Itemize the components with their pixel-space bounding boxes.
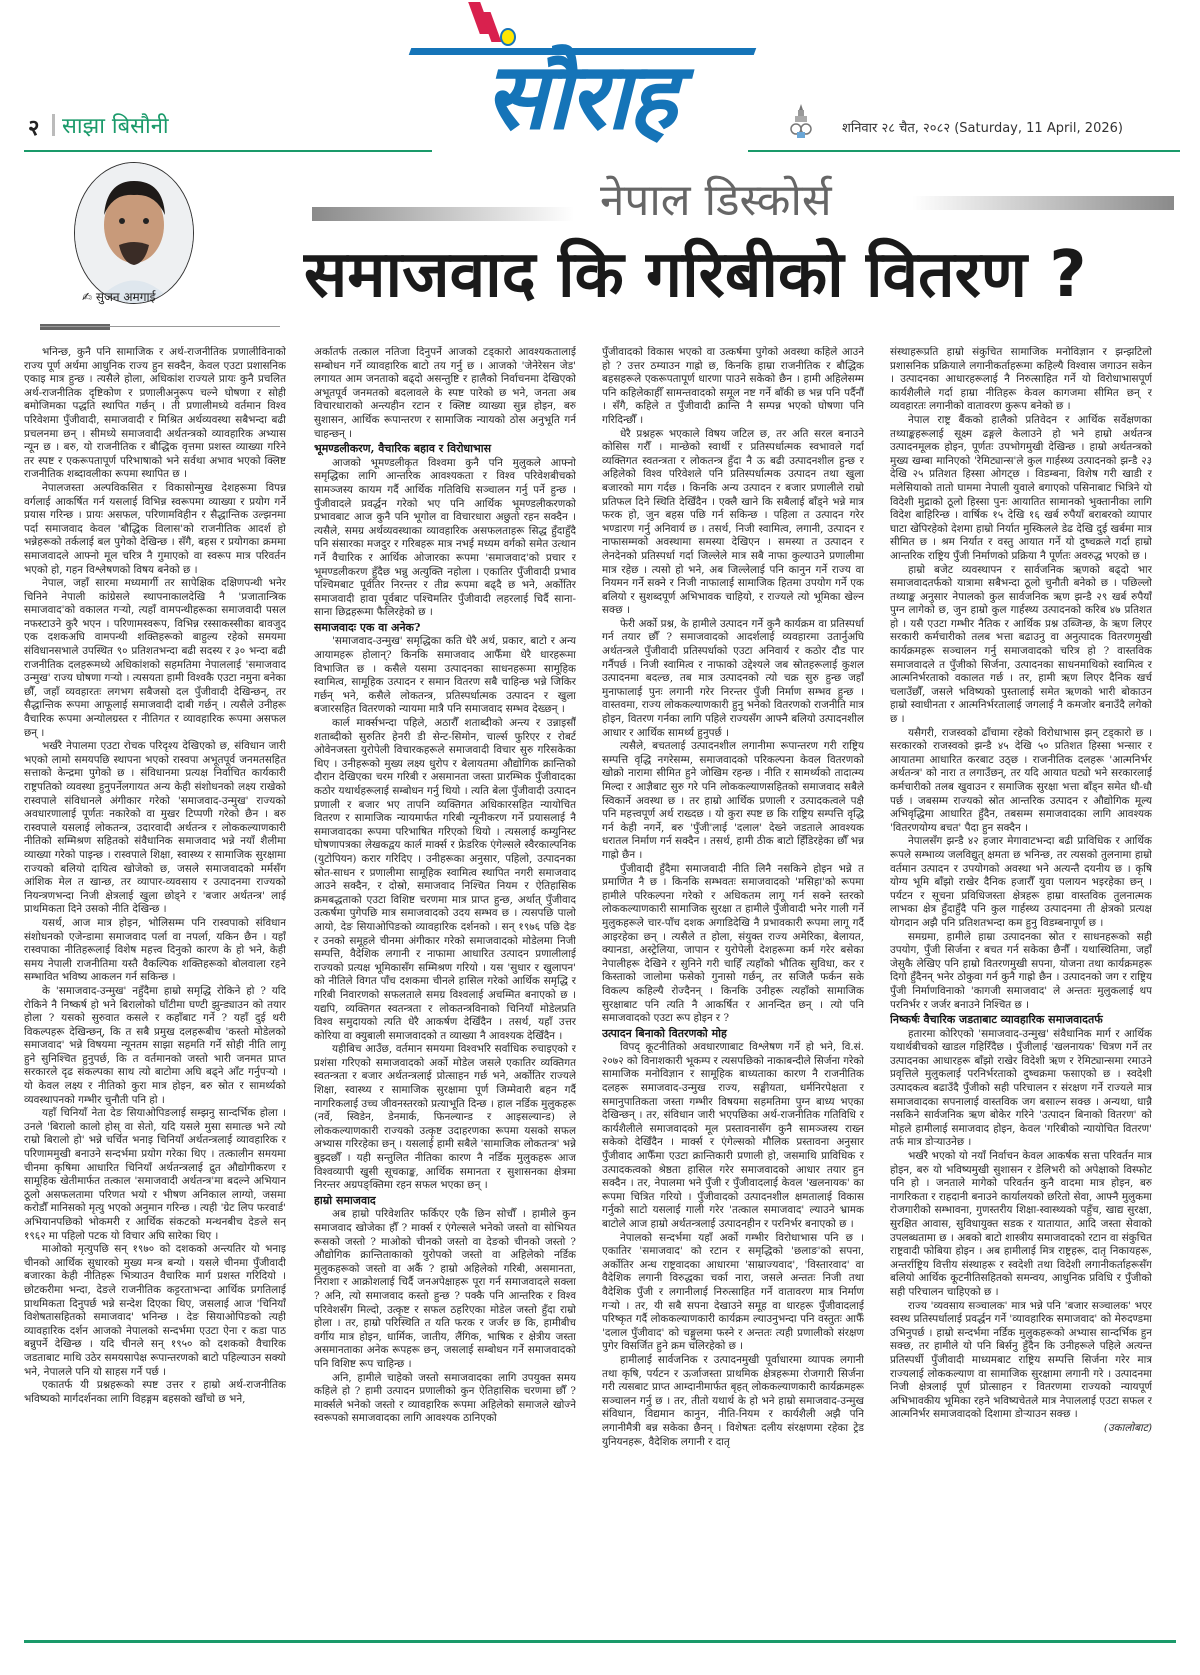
- footer-rule: [24, 1640, 1176, 1643]
- article-paragraph: भनिन्छ, कुनै पनि सामाजिक र अर्थ-राजनीतिक प्रणालीविनाको राज्य पूर्ण अर्थमा आधुनिक राज्य हुन सक्दैन, केवल एउटा प्रशासनिक एकाइ मात्र हुन्छ । त्यसैले होला, अधिकांश राज्यले प्रायः कुनै प्रचलित अर्थ-राजनीतिक दृष्टिकोण र प्रणालीअनुरूप चल्ने घोषणा र सोही बमोजिमका पद्धति स्थापित गर्छन् । ती प्रणालीमध्ये वर्तमान विश्व परिवेशमा पुँजीवादी, समाजवादी र मिश्रित अर्थव्यवस्था सबैभन्दा बढी प्रचलनमा छन् । सीमध्ये समाजवादी अर्थतन्त्रको व्यावहारिक अभ्यास न्यून छ । बरु, यो राजनीतिक र बौद्धिक वृत्तमा प्रशस्त व्याख्या गरिने तर स्पष्ट र एकरूपतापूर्ण परिभाषाको भने सर्वथा अभाव भएको क्लिष्ट राजनीतिक शब्दावलीका रूपमा स्थापित छ ।: [24, 346, 286, 481]
- article-paragraph: यसैगरी, राजस्वको ढाँचामा रहेको विरोधाभास झन् टड्कारो छ । सरकारको राजस्वको झन्डै ४५ देखि ५० प्रतिशत हिस्सा भन्सार र आयातमा आधारित करबाट उठ्छ । राजनीतिक दलहरू 'आत्मनिर्भर अर्थतन्त्र' को नारा त लगाउँछन्, तर यदि आयात घट्यो भने सरकारलाई कर्मचारीको तलब खुवाउन र समाजिक सुरक्षा भत्ता बाँड्न समेत धौ-धौ पर्छ । जबसम्म राज्यको स्रोत आन्तरिक उत्पादन र औद्योगिक मूल्य अभिवृद्धिमा आधारित हुँदैन, तबसम्म समाजवादका लागि आवश्यक 'वितरणयोग्य बचत' पैदा हुन सक्दैन ।: [890, 726, 1152, 834]
- article-paragraph: पुँजीवादको विकास भएको वा उत्कर्षमा पुगेको अवस्था कहिले आउने हो ? उत्तर ठम्याउन गाह्रो छ, किनकि हाम्रा राजनीतिक र बौद्धिक बहसहरूले एकरूपतापूर्ण धारणा पाउने सकेको छैन । हामी अहिलेसम्म पनि कहिलेकाहीँ सामन्तवादको समूल नष्ट गर्ने बाँकी छ भन्न पनि पर्दैनौँ । सँगै, कहिले त पुँजीवादी क्रान्ति नै सम्पन्न भएको घोषणा पनि गरिदिन्छौँ ।: [602, 346, 864, 426]
- kicker-gradient-bar: [312, 207, 574, 221]
- article-paragraph: अनि, हामीले चाहेको जस्तो समाजवादका लागि उपयुक्त समय कहिले हो ? हामी उत्पादन प्रणालीको कुन ऐतिहासिक चरणमा छौँ ? मार्क्सले भनेको जस्तो र व्यावहारिक रूपमा अहिलेको समाजले खोज्ने स्वरूपको समाजवादका लागि आवश्यक ठानिएको: [314, 1371, 576, 1425]
- article-paragraph: एकातर्फ यी प्रश्नहरूको स्पष्ट उत्तर र हाम्रो अर्थ-राजनीतिक भविष्यको मार्गदर्शनका लागि विहङ्गम बहसको खाँचो छ भने,: [24, 1379, 286, 1405]
- article-paragraph: यसर्थ, आज मात्र होइन, भोलिसम्म पनि रास्वपाको संविधान संशोधनको एजेन्डामा समाजवाद पर्ला वा नपर्ला, यकिन छैन । यहाँ रास्वपाका नीतिहरूलाई विशेष महत्त्व दिनुको कारण के हो भने, केही समय नेपाली राजनीतिमा यस्तै वैकल्पिक शक्तिहरूको बोलवाला रहने सम्भावित भविष्य आकलन गर्न सकिन्छ ।: [24, 916, 286, 984]
- article-paragraph: हतारमा कोरिएको 'समाजवाद-उन्मुख' संवैधानिक मार्ग र आर्थिक यथार्थबीचको खाडल गहिरिँदैछ । पुँजीलाई 'खलनायक' चित्रण गर्ने तर उत्पादनका आधारहरू बाँझो राखेर विदेशी ऋण र रेमिट्यान्समा रमाउने प्रवृत्तिले मुलुकलाई परनिर्भरताको दुष्चक्रमा फसाएको छ । स्वदेशी उत्पादकत्व बढाउँदै पुँजीको सही परिचालन र संरक्षण गर्ने राज्यले मात्र समाजवादका सपनालाई वास्तविक जग बसाल्न सक्छ । अन्यथा, धान्नै नसकिने सार्वजनिक ऋण बोकेर गरिने 'उत्पादन बिनाको वितरण' को मोहले हामीलाई समाजवाद होइन, केवल 'गरिबीको न्यायोचित वितरण' तर्फ मात्र डोऱ्याउनेछ ।: [890, 1027, 1152, 1149]
- article-body: [24, 346, 1176, 1636]
- author-byline: [82, 288, 155, 305]
- source-credit: (उकालोबाट): [1103, 1421, 1152, 1434]
- author-name: सुजन अमगाई: [95, 290, 156, 304]
- masthead: [0, 0, 1200, 150]
- article-paragraph: नेपालसँग झन्डै ४२ हजार मेगावाटभन्दा बढी प्राविधिक र आर्थिक रूपले सम्भाव्य जलविद्युत् क्षमता छ भनिन्छ, तर त्यसको तुलनामा हाम्रो वर्तमान उत्पादन र उपयोगको अवस्था भने अत्यन्तै दयनीय छ । कृषि योग्य भूमि बाँझो राखेर दैनिक हजारौँ युवा पलायन भइरहेका छन् । पर्यटन र सूचना प्रविधिजस्ता क्षेत्रहरू हाम्रा वास्तविक तुलनात्मक लाभका क्षेत्र हुँदाहुँदै पनि कुल गार्हस्थ्य उत्पादनमा ती क्षेत्रको प्रत्यक्ष योगदान अझै पनि प्रतिशतभन्दा कम हुनु विडम्बनापूर्ण छ ।: [890, 835, 1152, 929]
- article-paragraph: राज्य 'व्यवसाय सञ्चालक' मात्र भन्ने पनि 'बजार सञ्चालक' भएर स्वस्थ प्रतिस्पर्धालाई प्रवर्द्धन गर्ने 'व्यावहारिक समाजवाद' को मेरुदण्डमा उभिनुपर्छ । हाम्रो सन्दर्भमा नर्डिक मुलुकहरूको अभ्यास सान्दर्भिक हुन सक्छ, तर हामीले यो पनि बिर्सनु हुँदैन कि उनीहरूले पहिले अत्यन्त प्रतिस्पर्धी पुँजीवादी माध्यमबाट राष्ट्रिय सम्पत्ति सिर्जना गरेर मात्र राज्यलाई लोककल्याण वा सामाजिक सुरक्षामा लगानी गरे । उत्पादनमा निजी क्षेत्रलाई पूर्ण प्रोत्साहन र वितरणमा राज्यको न्यायपूर्ण अभिभावकीय भूमिका रहने भविष्यचेतले मात्र नेपाललाई एउटा सफल र आत्मनिर्भर समाजवादको दिशामा डोऱ्याउन सक्छ ।: [890, 1299, 1152, 1421]
- article-paragraph: त्यसैले, बचतलाई उत्पादनशील लगानीमा रूपान्तरण गरी राष्ट्रिय सम्पत्ति वृद्धि नगरेसम्म, समाजवादको परिकल्पना केवल वितरणको खोक्रो नारामा सीमित हुने जोखिम रहन्छ । नीति र सामर्थ्यको तादात्म्य मिल्दा र आज्ञैबाट सुरु गरे पनि लोककल्याणसहितको समाजवाद सबैले स्विकार्ने अवस्था छ । तर हाम्रो आर्थिक प्रणाली र उत्पादकत्वले पक्षै पनि महत्त्वपूर्ण अर्थ राख्दछ । यो कुरा स्पष्ट छ कि राष्ट्रिय सम्पत्ति वृद्धि गर्न केही नगर्ने, बरु 'पुँजी'लाई 'दलाल' देख्ने जडताले आवश्यक धरातल निर्माण गर्न सक्दैन । तसर्थ, हामी ठीक बाटो हिँडिरहेका छौँ भन्न गाह्रो छैन ।: [602, 740, 864, 861]
- article-paragraph: संस्थाहरूप्रति हाम्रो संकुचित सामाजिक मनोविज्ञान र झन्झटिलो प्रशासनिक प्रक्रियाले लगानीकर्ताहरूमा कहिल्यै विश्वास जगाउन सकेन । उत्पादनका आधारहरूलाई नै निरुत्साहित गर्ने यो विरोधाभासपूर्ण कार्यशैलीले गर्दा हाम्रा नीतिहरू केवल कागजमा सीमित छन् र व्यवहारतः लगानीको वातावरण कुरूप बनेको छ ।: [890, 346, 1152, 413]
- article-paragraph: भर्खरै भएको यो नयाँ निर्वाचन केवल आकर्षक सत्ता परिवर्तन मात्र होइन, बरु यो भविष्यमुखी सुशासन र डेलिभरी को अपेक्षाको विस्फोट पनि हो । जनताले मागेको परिवर्तन कुनै वादमा मात्र होइन, बरु नागरिकता र राहदानी बनाउने कार्यालयको छरितो सेवा, आफ्नै मुलुकमा रोजगारीको सम्भावना, गुणस्तरीय शिक्षा-स्वास्थ्यको पहुँच, खाद्य सुरक्षा, सुरक्षित आवास, सुविधायुक्त सडक र यातायात, आदि जस्ता सेवाको उपलब्धतामा छ । अबको बाटो शास्त्रीय समाजवादको रटान वा संकुचित राष्ट्रवादी फोबिया होइन । अब हामीलाई मित्र राष्ट्रहरू, दातृ निकायहरू, अन्तर्राष्ट्रिय वित्तीय संस्थाहरू र स्वदेशी तथा विदेशी लगानीकर्ताहरूसँग बलियो आर्थिक कूटनीतिसहितको समन्वय, आधुनिक प्रविधि र पुँजीको सही परिचालन चाहिएको छ ।: [890, 1150, 1152, 1298]
- column-kicker: नेपाल डिस्कोर्स: [600, 175, 832, 226]
- article-paragraph: नेपाल राष्ट्र बैंकको हालैको प्रतिवेदन र आर्थिक सर्वेक्षणका तथ्याङ्कहरूलाई सूक्ष्म ढङ्गले केलाउने हो भने हाम्रो अर्थतन्त्र उत्पादनमूलक होइन, पूर्णतः उपभोगमुखी देखिन्छ । हाम्रो अर्थतन्त्रको मुख्य खम्बा मानिएको 'रेमिट्यान्स'ले कुल गार्हस्थ्य उत्पादनको झन्डै २३ देखि २५ प्रतिशत हिस्सा ओगट्छ । विडम्बना, विशेष गरी खाडी र मलेसियाको तातो घाममा नेपाली युवाले बगाएको पसिनाबाट भित्रिने यो विदेशी मुद्राको ठूलो हिस्सा पुनः आयातित सामानको भुक्तानीका लागि विदेश बाहिरिन्छ । वार्षिक १५ देखि १६ खर्ब रुपैयाँ बराबरको व्यापार घाटा खेपिरहेको देशमा हाम्रो निर्यात मुस्किलले डेढ देखि दुई खर्बमा मात्र सीमित छ । श्रम निर्यात र वस्तु आयात गर्ने यो दुष्चक्रले गर्दा हाम्रो आन्तरिक राष्ट्रिय पुँजी निर्माणको प्रक्रिया नै पूर्णतः अवरुद्ध भएको छ ।: [890, 413, 1152, 562]
- article-paragraph: भर्खरै नेपालमा एउटा रोचक परिदृश्य देखिएको छ, संविधान जारी भएको लामो समयपछि स्थापना भएको रास्वपा अभूतपूर्व जनमतसहित सत्ताको केन्द्रमा पुगेको छ । संविधानमा प्रत्यक्ष निर्वाचित कार्यकारी राष्ट्रपतिको व्यवस्था हुनुपर्नेलगायत अन्य केही संशोधनको लक्ष्य राखेको रास्वपाले संविधानले अंगीकार गरेको 'समाजवाद-उन्मुख' राज्यको अवधारणालाई पूर्णतः नकारेको वा मुखर टिप्पणी गरेको छैन । बरु रास्वपाले यसलाई लोकतन्त्र, उदारवादी अर्थतन्त्र र लोककल्याणकारी नीतिको सम्मिश्रण सहितको संवैधानिक समाजवाद भन्ने नयाँ शैलीमा व्याख्या गरेको पाइन्छ । रास्वपाले शिक्षा, स्वास्थ्य र सामाजिक सुरक्षामा राज्यको बलियो दायित्व खोजेको छ, जसले समाजवादको मर्मसँग आंशिक मेल त खान्छ, तर व्यापार-व्यवसाय र उत्पादनमा राज्यको नियन्त्रणभन्दा निजी क्षेत्रलाई खुला छोड्ने र 'बजार अर्थतन्त्र' लाई प्राथमिकता दिने उसको नीति देखिन्छ ।: [24, 740, 286, 916]
- article-column-1: [24, 346, 286, 1636]
- section-subheading: उत्पादन बिनाको वितरणको मोह: [602, 1026, 727, 1040]
- author-portrait-icon: [75, 163, 193, 303]
- article-column-2: [314, 346, 576, 1636]
- article-paragraph: अर्कातर्फ तत्काल नतिजा दिनुपर्ने आजको टड्कारो आवश्यकतालाई सम्बोधन गर्ने व्यावहारिक बाटो तय गर्नु छ । आजको 'जेनेरेसन जेड' लगायत आम जनताको बढ्दो असन्तुष्टि र हालैको निर्वाचनमा देखिएको अभूतपूर्व जनमतको बदलावले के स्पष्ट पारेको छ भने, जनता अब विचारधाराको अन्त्यहीन रटान र क्लिष्ट व्याख्या सुन्न होइन, बरु सुशासन, आर्थिक रूपान्तरण र सामाजिक न्यायको ठोस अनुभूति गर्न चाहन्छन् ।: [314, 346, 576, 440]
- article-column-4: [890, 346, 1152, 1636]
- header-rule-right: [748, 150, 1180, 152]
- page-separator: [52, 114, 55, 136]
- byline-rule-accent: [40, 324, 110, 330]
- page-number: २: [28, 116, 40, 141]
- article-column-3: [602, 346, 864, 1636]
- logo-text: सौराह: [484, 43, 676, 150]
- article-paragraph: नेपाल, जहाँ सारमा मध्यमार्गी तर सापेक्षिक दक्षिणपन्थी भनेर चिनिने नेपाली कांग्रेसले स्थापनाकालदेखि नै 'प्रजातान्त्रिक समाजवाद'को वकालत गऱ्यो, त्यहाँ वामपन्थीहरूका समाजवादी पसल नफस्टाउने कुरै भएन । परिणामस्वरूप, विभिन्न रस्साकस्सीका बावजुद एक दशकअघि वामपन्थी शक्तिहरूको बाहुल्य रहेको समयमा संविधानसभाले उपस्थित ९० प्रतिशतभन्दा बढी सदस्य र ३० भन्दा बढी राजनीतिक दलहरूमध्ये अधिकांशको सहमतिमा नेपाललाई 'समाजवाद उन्मुख' राज्य घोषणा गऱ्यो । त्यसयता हामी विश्वकै एउटा नमुना बनेका छौँ, जहाँ व्यवहारतः लगभग सबैजसो दल पुँजीवादी देखिन्छन्, तर सैद्धान्तिक रूपमा आफूलाई समाजवादी दाबी गर्छन् । त्यसैले उनीहरू वैचारिक रूपमा अन्योलग्रस्त र नीतिगत र व्यावहारिक रूपमा असफल छन् ।: [24, 577, 286, 739]
- article-paragraph: पुँजीवादी हुँदैमा समाजवादी नीति लिनै नसकिने होइन भन्ने त प्रमाणित नै छ । किनकि सम्भवतः समाजवादको 'मसिहा'को रूपमा हामीले परिकल्पना गरेको र अधिकतम लागू गर्न सक्ने स्तरको लोककल्याणकारी सामाजिक सुरक्षा त हामीले पुँजीवादी भनेर गाली गर्ने मुलुकहरूले चार-पाँच दशक अगाडिदेखि नै प्रभावकारी रूपमा लागू गर्दै आइरहेका छन् । त्यसैले त होला, संयुक्त राज्य अमेरिका, बेलायत, क्यानडा, अस्ट्रेलिया, जापान र युरोपेली देशहरूमा कर्म गरेर बसेका नेपालीहरू देखिने र सुनिने गरी चाहिँ त्यहाँको भौतिक सुविधा, कर र किस्ताको जालोमा फसेको गुनासो गर्छन्, तर सजिलै फर्कन सके विकल्प कहिल्यै रोज्दैनन् । किनकि उनीहरू त्यहाँको सामाजिक सुरक्षाबाट पनि त्यति नै आकर्षित र आनन्दित छन् । त्यो पनि समाजवादको एउटा रूप होइन र ?: [602, 862, 864, 1025]
- article-paragraph: अब हाम्रो परिवेशतिर फर्किएर एकै छिन सोचौँ । हामीले कुन समाजवाद खोजेका हौँ ? मार्क्स र एंगेल्सले भनेको जस्तो वा सोभियत रूसको जस्तो ? माओको चीनको जस्तो वा देङको चीनको जस्तो ? औद्योगिक क्रान्तिताकाको युरोपको जस्तो वा अहिलेको नर्डिक मुलुकहरूको जस्तो वा अर्कै ? हाम्रो अहिलेको गरिबी, असमानता, निराशा र आक्रोशलाई चिर्दै जनअपेक्षाहरू पूरा गर्न समाजवादले सक्ला ? अनि, त्यो समाजवाद कस्तो हुन्छ ? पक्कै पनि आन्तरिक र विश्व परिवेशसँग मिल्दो, उत्कृष्ट र सफल ठहरिएका मोडेल जस्तो हुँदा राम्रो होला । तर, हाम्रो परिस्थिति त यति फरक र जर्जर छ कि, हामीबीच वर्गीय मात्र होइन, धार्मिक, जातीय, लैंगिक, भाषिक र क्षेत्रीय जस्ता असमानताका अनेक रूपहरू छन्, जसलाई सम्बोधन गर्ने समाजवादको पनि विशिष्ट रूप चाहिन्छ ।: [314, 1208, 576, 1370]
- article-paragraph: 'समाजवाद-उन्मुख' समृद्धिका कति धेरै अर्थ, प्रकार, बाटो र अन्य आयामहरू होलान्? किनकि समाजवाद आफैँमा धेरै धारहरूमा विभाजित छ । कसैले यसमा उत्पादनका साधनहरूमा सामूहिक स्वामित्व, सामूहिक उत्पादन र समान वितरण सबै चाहिन्छ भन्ने जिकिर गर्छन् भने, कसैले लोकतन्त्र, प्रतिस्पर्धात्मक उत्पादन र खुला बजारसहित वितरणको न्यायमा मात्रै पनि समाजवाद सम्भव देख्छन् ।: [314, 635, 576, 716]
- pen-icon: ✍: [82, 290, 96, 304]
- article-paragraph: माओको मृत्युपछि सन् १९७० को दशकको अन्त्यतिर यो भनाइ चीनको आर्थिक सुधारको मुख्य मन्त्र बन्यो । यसले चीनमा पुँजीवादी बजारका केही नीतिहरू भित्र्याउन वैचारिक मार्ग प्रशस्त गरिदियो । छोटकरीमा भन्दा, देङले राजनीतिक कट्टरताभन्दा आर्थिक प्रगतिलाई प्राथमिकता दिनुपर्छ भन्ने सन्देश दिएका थिए, जसलाई आज 'चिनियाँ विशेषतासहितको समाजवाद' भनिन्छ । देङ सियाओपिङको त्यही व्यावहारिक दर्शन आजको नेपालको सन्दर्भमा एउटा ऐना र कडा पाठ बन्नुपर्ने देखिन्छ । यदि चीनले सन् १९५० को दशकको वैचारिक जडताबाट माथि उठेर समयसापेक्ष रूपान्तरणको बाटो पहिल्याउन सक्यो भने, नेपालले पनि यो साहस गर्ने पर्छ ।: [24, 1243, 286, 1378]
- article-paragraph: हाम्रो बजेट व्यवस्थापन र सार्वजनिक ऋणको बढ्दो भार समाजवादतर्फको यात्रामा सबैभन्दा ठूलो चुनौती बनेको छ । पछिल्लो तथ्याङ्क अनुसार नेपालको कुल सार्वजनिक ऋण झन्डै २९ खर्ब रुपैयाँ पुग्न लागेको छ, जुन हाम्रो कुल गार्हस्थ्य उत्पादनको करिब ४७ प्रतिशत हो । यसै एउटा गम्भीर नैतिक र आर्थिक प्रश्न उब्जिन्छ, के ऋण लिएर सरकारी कर्मचारीको तलब भत्ता बढाउनु वा अनुत्पादक वितरणमुखी कार्यक्रमहरू सञ्चालन गर्नु समाजवादको चरित्र हो ? वास्तविक समाजवादले त पुँजीको सिर्जना, उत्पादनका साधनमाथिको स्वामित्व र आत्मनिर्भरताको वकालत गर्छ । तर, हामी ऋण लिएर दैनिक खर्च चलाउँछौँ, जसले भविष्यको पुस्तालाई समेत ऋणको भारी बोकाउन हाम्रो स्वाधीनता र आत्मनिर्भरतालाई जगलाई नै कमजोर बनाउँदै लगेको छ ।: [890, 563, 1152, 726]
- article-paragraph: यहीबिच आउँछ, वर्तमान समयमा विश्वभरि सर्वाधिक रुचाइएको र प्रशंसा गरिएको समाजवादको अर्को मोडेल जसले एकातिर व्यक्तिगत स्वतन्त्रता र बजार अर्थतन्त्रलाई प्रोत्साहन गर्छ भने, अर्कोतिर राज्यले शिक्षा, स्वास्थ्य र सामाजिक सुरक्षामा पूर्ण जिम्मेवारी बहन गर्दै नागरिकलाई उच्च जीवनस्तरको प्रत्याभूति दिन्छ । हाल नर्डिक मुलुकहरू (नर्वे, स्विडेन, डेनमार्क, फिनल्यान्ड र आइसल्यान्ड) ले लोककल्याणकारी राज्यको उत्कृष्ट उदाहरणका रूपमा यसको सफल अभ्यास गरिरहेका छन् । यसलाई हामी सबैले 'सामाजिक लोकतन्त्र' भन्ने बुझ्दछौँ । यही सन्तुलित नीतिका कारण नै नर्डिक मुलुकहरू आज विश्वव्यापी खुसी सूचकाङ्क, आर्थिक समानता र सुशासनका क्षेत्रमा निरन्तर अग्रपङ्क्तिमा रहन सफल भएका छन् ।: [314, 1043, 576, 1192]
- emblem-icon: [788, 104, 814, 140]
- article-paragraph: नेपालजस्ता अल्पविकसित र विकासोन्मुख देशहरूमा विपन्न वर्गलाई आकर्षित गर्न यसलाई विभिन्न स्वरूपमा व्याख्या र प्रयोग गर्ने प्रयास गरिन्छ । प्रायः असफल, परिणामविहीन र सैद्धान्तिक उल्झनमा पर्दा समाजवाद केवल 'बौद्धिक विलास'को राजनीतिक आदर्श हो भन्नेहरूको तर्कलाई बल पुगेको देखिन्छ । सँगै, बहस र प्रयोगका क्रममा समाजवादले आफ्नो मूल चरित्र नै गुमाएको वा स्वरूप मात्र परिवर्तन भएको हो, गहन विश्लेषणको विषय बनेको छ ।: [24, 481, 286, 576]
- article-paragraph: नेपालको सन्दर्भमा यहाँ अर्को गम्भीर विरोधाभास पनि छ । एकातिर 'समाजवाद' को रटान र समृद्धिको 'छलाङ'को सपना, अर्कोतिर अन्ध राष्ट्रवादका आधारमा 'साम्राज्यवाद', 'विस्तारवाद' वा वैदेशिक लगानी विरुद्धका चर्का नारा, जसले अन्ततः निजी तथा वैदेशिक पुँजी र लगानीलाई निरुत्साहित गर्ने वातावरण मात्र निर्माण गऱ्यो । तर, यी सबै सपना देखाउने समूह वा धारहरू पुँजीवादलाई परिष्कृत गर्दै लोककल्याणकारी कार्यक्रम ल्याउनुभन्दा पनि वस्तुतः आफैँ 'दलाल पुँजीवाद' को चङ्गुलमा फस्ने र अन्ततः त्यही प्रणालीको संरक्षण पुगेर विसर्जित हुने क्रम चलिरहेको छ ।: [602, 1231, 864, 1353]
- section-subheading: भूमण्डलीकरण, वैचारिक बहाव र विरोधाभास: [314, 442, 492, 456]
- kicker-gradient-bar: [912, 196, 1174, 210]
- author-photo: [74, 162, 194, 304]
- publication-date: शनिवार २८ चैत, २०८२ (Saturday, 11 April, 2026): [842, 121, 1123, 136]
- article-paragraph: विपद् कूटनीतिको अवधारणाबाट विश्लेषण गर्ने हो भने, वि.सं. २०७२ को विनाशकारी भूकम्प र त्यसपछिको नाकाबन्दीले सिर्जना गरेको सामाजिक मनोविज्ञान र सामूहिक बाध्यताका कारण नै राजनीतिक दलहरू समाजवाद-उन्मुख राज्य, सङ्घीयता, धर्मनिरपेक्षता र समानुपातिकता जस्ता गम्भीर विषयमा सहमतिमा पुग्न बाध्य भएका देखिन्छन् । तर, संविधान जारी भएपछिका अर्थ-राजनीतिक गतिविधि र कार्यशैलीले समाजवादको मूल प्रस्तावनासँग कुनै सामञ्जस्य राख्न सकेको देखिँदैन । मार्क्स र एंगेल्सको मौलिक प्रस्तावना अनुसार पुँजीवाद आफैँमा एउटा क्रान्तिकारी प्रणाली हो, जसमाथि प्राविधिक र उत्पादकत्वको श्रेष्ठता हासिल गरेर समाजवादको आधार तयार हुन सक्दैन । तर, नेपालमा भने पुँजी र पुँजीवादलाई केवल 'खलनायक' का रूपमा चित्रित गरियो । पुँजीवादको उत्पादनशील क्षमतालाई विकास गर्नुको साटो यसलाई गाली गरेर 'तत्काल समाजवाद' ल्याउने भ्रामक बाटोले आज हाम्रो अर्थतन्त्रलाई उत्पादनहीन र परनिर्भर बनाएको छ ।: [602, 1041, 864, 1230]
- section-subheading: हाम्रो समाजवाद: [314, 1193, 376, 1207]
- article-paragraph: हामीलाई सार्वजनिक र उत्पादनमुखी पूर्वाधारमा व्यापक लगानी तथा कृषि, पर्यटन र ऊर्जाजस्ता प्राथमिक क्षेत्रहरूमा रोजगारी सिर्जना गरी त्यसबाट प्राप्त आम्दानीमार्फत बृहत् लोककल्याणकारी कार्यक्रमहरू सञ्चालन गर्नु छ । तर, तीतो यथार्थ के हो भने हाम्रो समाजवाद-उन्मुख संविधान, विद्यमान कानुन, नीति-नियम र कार्यशैली अझै पनि लगानीमैत्री बन्न सकेका छैनन् । विशेषतः दलीय संरक्षणमा रहेका ट्रेड युनियनहरू, वैदेशिक लगानी र दातृ: [602, 1353, 864, 1448]
- section-subheading: निष्कर्षः वैचारिक जडताबाट व्यावहारिक समाजवादतर्फ: [890, 1013, 1103, 1027]
- article-paragraph: कार्ल मार्क्सभन्दा पहिले, अठारौँ शताब्दीको अन्त्य र उन्नाइसौँ शताब्दीको सुरुतिर हेनरी डी सेन्ट-सिमोन, चार्ल्स फुरिएर र रोबर्ट ओवेनजस्ता युरोपेली विचारकहरूले समाजवादी विचार सुरु गरिसकेका थिए । उनीहरूको मुख्य लक्ष्य धुरोप र बेलायतमा औद्योगिक क्रान्तिको दौरान देखिएका चरम गरिबी र असमानता जस्ता प्रारम्भिक पुँजीवादका कठोर यथार्थहरूलाई सम्बोधन गर्नु थियो । त्यति बेला पुँजीवादी उत्पादन प्रणाली र बजार भए तापनि व्यक्तिगत अधिकारसहित न्यायोचित वितरण र सामाजिक न्यायमार्फत गरिबी न्यूनीकरण गर्ने प्रयासलाई नै समाजवादका रूपमा परिभाषित गरिएको थियो । त्यसलाई कम्युनिस्ट घोषणापत्रका लेखकद्वय कार्ल मार्क्स र फ्रेडरिक एंगेल्सले स्वैरकाल्पनिक (युटोपियन) करार गरिदिए । उनीहरूका अनुसार, पहिलो, उत्पादनका स्रोत-साधन र प्रणालीमा सामूहिक स्वामित्व स्थापित नगरी समाजवाद आउने सक्दैन, र दोस्रो, समाजवाद निश्चित नियम र ऐतिहासिक क्रमबद्धताको एउटा विशिष्ट चरणमा मात्र प्राप्त हुन्छ, अर्थात् पुँजीवाद उत्कर्षमा पुगेपछि मात्र समाजवादको उदय सम्भव छ । त्यसपछि पालो आयो, देङ सियाओपिङको व्यावहारिक दर्शनको । सन् १९७६ पछि देङ र उनको समूहले चीनमा अंगीकार गरेको समाजवादको मोडेलमा निजी सम्पत्ति, वैदेशिक लगानी र नाफामा आधारित उत्पादन प्रणालीलाई राज्यको प्रत्यक्ष भूमिकासँग सम्मिश्रण गरियो । यस 'सुधार र खुलापन' को नीतिले विगत पाँच दशकमा चीनले हासिल गरेको आर्थिक समृद्धि र गरिबी निवारणको सफलताले समग्र विश्वलाई अचम्मित बनाएको छ । यद्यपि, व्यक्तिगत स्वतन्त्रता र लोकतन्त्रविनाको चिनियाँ मोडेलप्रति विश्व समुदायको त्यति धेरै आकर्षण देखिँदैन । तसर्थ, यहाँ उत्तर कोरिया वा क्युबाली समाजवादको त व्याख्या नै आवश्यक देखिँदैन ।: [314, 717, 576, 1042]
- section-name: साझा बिसौनी: [62, 114, 169, 139]
- section-subheading: समाजवादः एक वा अनेक?: [314, 620, 421, 634]
- article-paragraph: समग्रमा, हामीले हाम्रा उत्पादनका स्रोत र साधनहरूको सही उपयोग, पुँजी सिर्जना र बचत गर्न सकेका छैनौँ । यथास्थितिमा, जहाँ जेसुकै लेखिए पनि हाम्रो वितरणमुखी सपना, योजना तथा कार्यक्रमहरू दिगो हुँदैनन् भनेर ठोकुवा गर्न कुनै गाह्रो छैन । उत्पादनको जग र राष्ट्रिय पुँजी निर्माणविनाको 'कागजी समाजवाद' ले अन्ततः मुलुकलाई थप परनिर्भर र जर्जर बनाउने निश्चित छ ।: [890, 930, 1152, 1011]
- article-headline: समाजवाद कि गरिबीको वितरण ?: [304, 238, 1087, 312]
- article-paragraph: के 'समाजवाद-उन्मुख' नहुँदैमा हाम्रो समृद्धि रोकिने हो ? यदि रोकिने नै निष्कर्ष हो भने बिरालोको घाँटीमा घण्टी झुन्ड्याउन को तयार होला ? यसको सुरुवात कसले र कहाँबाट गर्ने ? यहाँ दुई थरी विकल्पहरू देखिन्छन्, कि त सबै प्रमुख दलहरूबीच 'कस्तो मोडेलको समाजवाद' भन्ने विषयमा न्यूनतम साझा सहमति गर्ने सोही नीति लागू हुने सुनिश्चित हुनुपर्छ, कि त वर्तमानको जस्तो भारी जनमत प्राप्त सरकारले दृढ संकल्पका साथ त्यो बाटोमा अघि बढ्ने आँट गर्नुपऱ्यो । यो केवल लक्ष्य र नीतिको कुरा मात्र होइन, बरु स्रोत र सामर्थ्यको व्यवस्थापनको गम्भीर चुनौती पनि हो ।: [24, 984, 286, 1106]
- article-paragraph: धेरै प्रश्नहरू भएकाले विषय जटिल छ, तर अति सरल बनाउने कोसिस गरौँ । मान्छेको स्वार्थी र प्रतिस्पर्धात्मक स्वभावले गर्दा व्यक्तिगत स्वतन्त्रता र लोकतन्त्र हुँदा नै ऊ बढी उत्पादनशील हुन्छ र अहिलेको विश्व परिवेशले पनि प्रतिस्पर्धात्मक उत्पादन तथा खुला बजारको माग गर्दछ । किनकि अन्य उत्पादन र बजार प्रणालीले राम्रो प्रतिफल दिने स्थिति देखिँदैन । एक्लै खाने कि सबैलाई बाँड्ने भन्ने मात्र फरक हो, जुन बहस पछि गर्न सकिन्छ । पहिला त उत्पादन गरेर भण्डारण गर्नु अनिवार्य छ । तसर्थ, निजी स्वामित्व, लगानी, उत्पादन र नाफासम्मको अवस्थामा समस्या देखिएन । समस्या त उत्पादन र लेनदेनको प्रतिस्पर्धा गर्दा जिल्लेले मात्र सबै नाफा कुल्याउने प्रणालीमा मात्र रहेछ । त्यसो हो भने, अब जिल्लेलाई पनि कानुन गर्ने राज्य वा नियमन गर्ने सक्ने र निजी नाफालाई सामाजिक हितमा उपयोग गर्ने एक बलियो र सुशब्दपूर्ण अभिभावक चाहियो, र राज्यले त्यो भूमिका खेल्न सक्छ ।: [602, 427, 864, 617]
- byline-rule: [40, 326, 280, 327]
- header-rule-left: [24, 150, 432, 152]
- newspaper-logo[interactable]: [390, 0, 770, 150]
- article-paragraph: यहाँ चिनियाँ नेता देङ सियाओपिङलाई सम्झनु सान्दर्भिक होला । उनले 'बिरालो कालो होस् वा सेतो, यदि यसले मुसा समात्छ भने त्यो राम्रो बिरालो हो' भन्ने चर्चित भनाइ चिनियाँ अर्थतन्त्रलाई व्यावहारिक र परिणाममुखी बनाउने सन्दर्भमा प्रयोग गरेका थिए । तत्कालीन समयमा चीनमा कृषिमा आधारित चिनियाँ अर्थतन्त्रलाई द्रुत औद्योगीकरण र सामूहिक खेतीमार्फत तत्काल 'समाजवादी अर्थतन्त्र'मा बदल्ने अभियान ठूलो असफलतामा परिणत भयो र भीषण अनिकाल लाग्यो, जसमा करोडौँ मानिसको मृत्यु भएको अनुमान गरिन्छ । त्यही 'ग्रेट लिप फरवार्ड' अभियानपछिको भोकमरी र आर्थिक संकटको मन्थनबीच देङले सन् १९६२ मा पहिलो पटक यो विचार अघि सारेका थिए ।: [24, 1107, 286, 1242]
- article-paragraph: फेरी अर्को प्रश्न, के हामीले उत्पादन गर्ने कुनै कार्यक्रम वा प्रतिस्पर्धा गर्न तयार छौँ ? समाजवादको आदर्शलाई व्यवहारमा उतार्नुअघि अर्थतन्त्रले पुँजीवादी प्रतिस्पर्धाको एउटा अनिवार्य र कठोर दौड पार गर्नैपर्छ । निजी स्वामित्व र नाफाको उद्देश्यले जब स्रोतहरूलाई कुशल उत्पादनमा बदल्छ, तब मात्र उत्पादनको त्यो चक्र सुरु हुन्छ जहाँ मुनाफालाई पुनः लगानी गरेर निरन्तर पुँजी निर्माण सम्भव हुन्छ । वास्तवमा, राज्य लोककल्याणकारी हुनु भनेको वितरणको राजनीति मात्र होइन, वितरण गर्नका लागि पहिले राज्यसँग आफ्नै बलियो उत्पादनशील आधार र आर्थिक सामर्थ्य हुनुपर्छ ।: [602, 617, 864, 739]
- article-paragraph: आजको भूमण्डलीकृत विश्वमा कुनै पनि मुलुकले आफ्नो समृद्धिका लागि आन्तरिक आवश्यकता र विश्व परिवेशबीचको सामञ्जस्य कायम गर्दै आर्थिक गतिविधि सञ्चालन गर्नु पर्ने हुन्छ । पुँजीवादले प्रवर्द्धन गरेको भए पनि आर्थिक भूमण्डलीकरणको प्रभावबाट आज कुनै पनि भूगोल वा विचारधारा अछुतो रहन सक्दैन । त्यसैले, समग्र अर्थव्यवस्थाका व्यावहारिक असफलताहरू सिद्ध हुँदाहुँदै पनि संसारका मजदुर र गरिबहरू मात्र नभई मध्यम वर्गको समेत उत्थान गर्ने वैचारिक र आर्थिक ओजारका रूपमा 'समाजवाद'को प्रचार र भूमण्डलीकरण हुँदैछ भन्नु अत्युक्ति नहोला । एकातिर पुँजीवादी प्रभाव पश्चिमबाट पूर्वतिर निरन्तर र तीव्र रूपमा बढ्दै छ भने, अर्कोतिर समाजवादी हावा पूर्वबाट पश्चिमतिर पुँजीवादी लहरलाई चिर्दै साना-साना छिद्रहरूमा फैलिरहेको छ ।: [314, 456, 576, 619]
